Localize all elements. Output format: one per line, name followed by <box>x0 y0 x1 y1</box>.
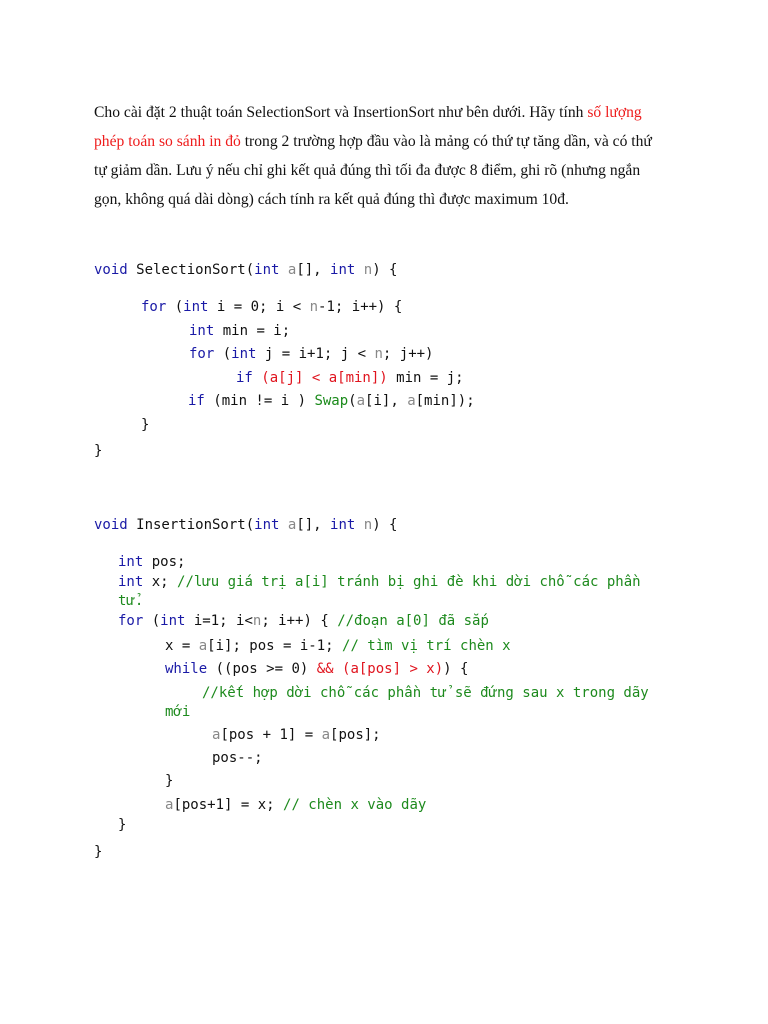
code-text: min = j; <box>387 370 464 386</box>
param: n <box>355 517 373 533</box>
code-text: ) { <box>372 517 398 533</box>
statement-line-4: gọn, không quá dài dòng) cách tính ra kết quả đúng thì được maximum 10đ. <box>94 191 569 208</box>
code-text: pos; <box>143 554 186 570</box>
param: a <box>321 727 331 743</box>
keyword: void <box>94 262 128 278</box>
keyword: for <box>189 346 215 362</box>
param: a <box>212 727 221 743</box>
code-line <box>165 659 468 679</box>
code-text: i = 0; i < <box>208 299 310 315</box>
code-text: [pos]; <box>330 727 381 743</box>
function-name: InsertionSort( <box>127 517 255 533</box>
code-line: } <box>165 773 174 789</box>
statement-text: trong 2 trường hợp đầu vào là mảng có thứ tự tăng dần, và có thứ <box>240 133 652 150</box>
statement-line-2 <box>94 127 694 156</box>
code-line <box>189 344 433 364</box>
highlighted-comparison: (a[j] < a[min]) <box>252 370 388 386</box>
code-text: [], <box>296 517 331 533</box>
code-line <box>236 368 464 388</box>
code-text: ((pos >= 0) <box>207 661 317 677</box>
param: n <box>374 346 383 362</box>
code-line <box>118 611 489 631</box>
code-text: ) { <box>372 262 398 278</box>
code-text: [min]); <box>415 393 475 409</box>
keyword: while <box>165 661 208 677</box>
param: a <box>407 393 416 409</box>
code-line <box>94 515 397 535</box>
code-text: j = i+1; j < <box>256 346 375 362</box>
keyword: int <box>189 323 215 339</box>
keyword: int <box>160 613 186 629</box>
statement-line-3: tự giảm dần. Lưu ý nếu chỉ ghi kết quả đúng thì tối đa được 8 điểm, ghi rõ (nhưng ngắn <box>94 162 641 179</box>
code-comment: tử. <box>118 593 144 609</box>
code-comment: //kết hợp dời chỗ các phần tử sẽ đứng sau x trong dãy <box>202 685 649 701</box>
code-line <box>118 552 185 572</box>
code-text: ) { <box>443 661 469 677</box>
keyword: int <box>118 574 144 590</box>
keyword: for <box>118 613 144 629</box>
code-text: ( <box>166 299 184 315</box>
code-comment: //đoạn a[0] đã sắp <box>337 613 489 629</box>
code-line: pos--; <box>212 750 263 766</box>
code-comment: // chèn x vào dãy <box>283 797 427 813</box>
keyword: int <box>231 346 257 362</box>
param: n <box>355 262 373 278</box>
code-line <box>202 683 649 703</box>
keyword: for <box>141 299 167 315</box>
code-line <box>165 795 426 815</box>
code-line <box>94 260 397 280</box>
code-line <box>165 636 511 656</box>
problem-statement <box>94 98 694 214</box>
function-name: SelectionSort( <box>127 262 255 278</box>
highlighted-text: phép toán so sánh in đỏ <box>94 133 241 150</box>
highlighted-text: số lượng <box>587 104 642 121</box>
code-line <box>118 572 641 592</box>
keyword: int <box>330 262 356 278</box>
statement-line-1 <box>94 98 694 127</box>
code-comment: //lưu giá trị a[i] tránh bị ghi đè khi dời chỗ các phần <box>177 574 641 590</box>
code-line <box>189 321 290 341</box>
code-line <box>141 297 402 317</box>
param: a <box>279 262 297 278</box>
code-line: } <box>94 443 103 459</box>
highlighted-comparison: && (a[pos] > x) <box>316 661 444 677</box>
param: a <box>279 517 297 533</box>
keyword: int <box>254 517 280 533</box>
code-text: [pos+1] = x; <box>173 797 284 813</box>
code-line: } <box>118 817 127 833</box>
code-text: (min != i ) <box>204 393 315 409</box>
param: a <box>198 638 208 654</box>
statement-text: Cho cài đặt 2 thuật toán SelectionSort và InsertionSort như bên dưới. Hãy tính <box>94 104 588 121</box>
code-text: ; i++) { <box>261 613 338 629</box>
function-call: Swap <box>314 393 349 409</box>
code-comment: // tìm vị trí chèn x <box>342 638 511 654</box>
code-text: ( <box>348 393 357 409</box>
code-line <box>165 702 190 722</box>
code-text: x = <box>165 638 199 654</box>
keyword: if <box>236 370 253 386</box>
code-text: ; j++) <box>382 346 434 362</box>
keyword: int <box>330 517 356 533</box>
keyword: int <box>254 262 280 278</box>
code-line <box>188 391 475 411</box>
code-text: min = i; <box>214 323 291 339</box>
code-text: [i], <box>365 393 408 409</box>
code-text: [i]; pos = i-1; <box>207 638 343 654</box>
param: a <box>356 393 366 409</box>
code-text: [], <box>296 262 331 278</box>
code-text: -1; i++) { <box>318 299 403 315</box>
code-line <box>212 725 381 745</box>
code-text: i=1; i< <box>185 613 253 629</box>
keyword: void <box>94 517 128 533</box>
code-line <box>118 591 143 611</box>
code-text: x; <box>143 574 178 590</box>
code-comment: mới <box>165 704 191 720</box>
code-text: ( <box>143 613 161 629</box>
keyword: int <box>183 299 209 315</box>
code-text: ( <box>214 346 232 362</box>
param: a <box>165 797 174 813</box>
code-text: [pos + 1] = <box>220 727 322 743</box>
param: n <box>252 613 262 629</box>
code-line: } <box>94 844 103 860</box>
param: n <box>309 299 319 315</box>
keyword: if <box>188 393 205 409</box>
code-line: } <box>141 417 150 433</box>
keyword: int <box>118 554 144 570</box>
